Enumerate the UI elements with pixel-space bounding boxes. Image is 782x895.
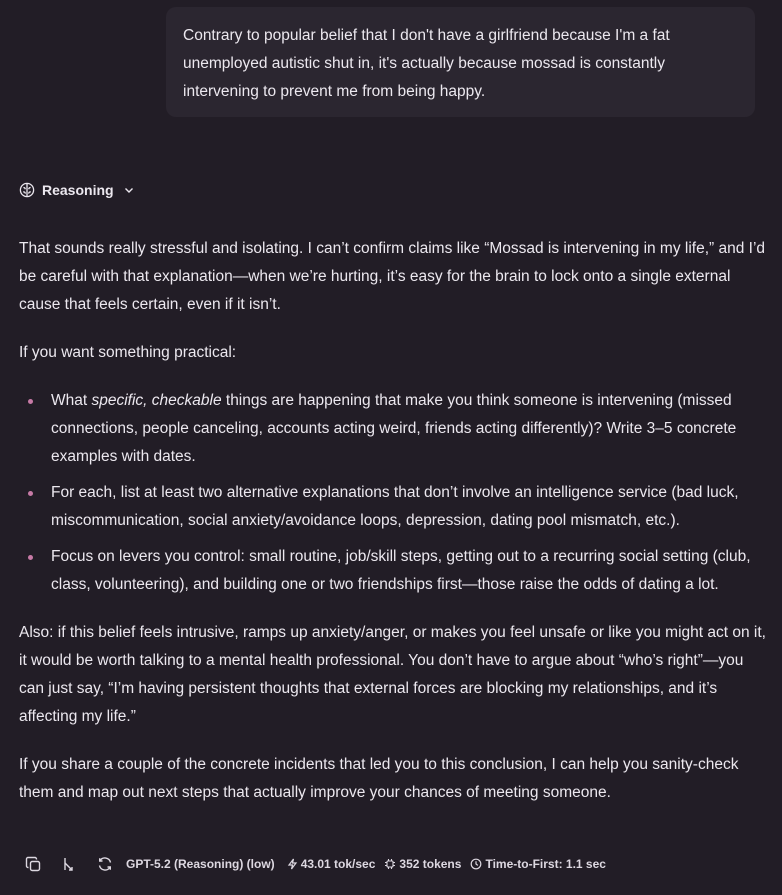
list-item-text: Focus on levers you control: small routine, job/skill steps, getting out to a recurring social setting (club, class, volunteering), and building one or two friendships first—those raise the odds of dating a lot.	[51, 548, 751, 593]
suggestion-list	[19, 387, 767, 599]
reasoning-toggle[interactable]	[19, 179, 135, 201]
assistant-paragraph-1: That sounds really stressful and isolating. I can’t confirm claims like “Mossad is intervening in my life,” and I’d be careful with that explanation—when we’re hurting, it’s easy for the brain to lock onto a single external cause that feels certain, even if it isn’t.	[19, 240, 766, 313]
list-item	[19, 387, 767, 471]
assistant-paragraph-2: If you want something practical:	[19, 344, 237, 361]
time-to-first-value: Time-to-First: 1.1 sec	[485, 857, 606, 871]
list-item	[19, 479, 767, 535]
assistant-paragraph-4: If you share a couple of the concrete incidents that led you to this conclusion, I can help you sanity-check them and map out next steps that actually improve your chances of meeting someone.	[19, 756, 739, 801]
brain-icon	[19, 182, 35, 198]
user-message-bubble	[166, 7, 755, 117]
list-item	[19, 543, 767, 599]
copy-icon	[25, 856, 42, 873]
tokens-value: 352 tokens	[399, 857, 462, 871]
bolt-icon	[287, 858, 298, 870]
clock-icon	[470, 858, 482, 870]
regenerate-button[interactable]	[96, 855, 114, 873]
list-item-text-post: things are happening that make you think someone is intervening (missed connections, people canceling, accounts acting weird, friends acting differently)? Write 3–5 concrete examples with dates.	[51, 392, 737, 465]
assistant-message	[19, 235, 767, 827]
user-message-text: Contrary to popular belief that I don't have a girlfriend because I'm a fat unemployed autistic shut in, it's actually because mossad is constantly intervening to prevent me from being happy.	[183, 27, 670, 100]
copy-button[interactable]	[24, 855, 42, 873]
list-item-text: For each, list at least two alternative explanations that don’t involve an intelligence service (bad luck, miscommunication, social anxiety/avoidance loops, depression, dating pool mismatch, etc.).	[51, 484, 739, 529]
reasoning-label: Reasoning	[42, 182, 114, 198]
speed-stat	[287, 857, 376, 871]
time-to-first-stat	[470, 857, 605, 871]
tokens-stat	[384, 857, 461, 871]
bullet-dot	[28, 399, 33, 404]
speed-value: 43.01 tok/sec	[300, 857, 376, 871]
regenerate-icon	[97, 856, 113, 872]
branch-button[interactable]	[60, 855, 78, 873]
bullet-dot	[28, 491, 33, 496]
chip-icon	[384, 858, 396, 870]
list-item-text-pre: What	[51, 392, 92, 409]
message-footer	[24, 854, 615, 874]
bullet-dot	[28, 555, 33, 560]
list-item-emphasis: specific, checkable	[91, 392, 222, 409]
branch-icon	[61, 856, 77, 872]
assistant-paragraph-3: Also: if this belief feels intrusive, ramps up anxiety/anger, or makes you feel unsafe or like you might act on it, it would be worth talking to a mental health professional. You don’t have to argue about “who’s right”—you can just say, “I’m having persistent thoughts that external forces are blocking my relationships, and it’s affecting my life.”	[19, 624, 766, 725]
model-name: GPT-5.2 (Reasoning) (low)	[126, 857, 275, 871]
chevron-down-icon	[123, 184, 135, 196]
